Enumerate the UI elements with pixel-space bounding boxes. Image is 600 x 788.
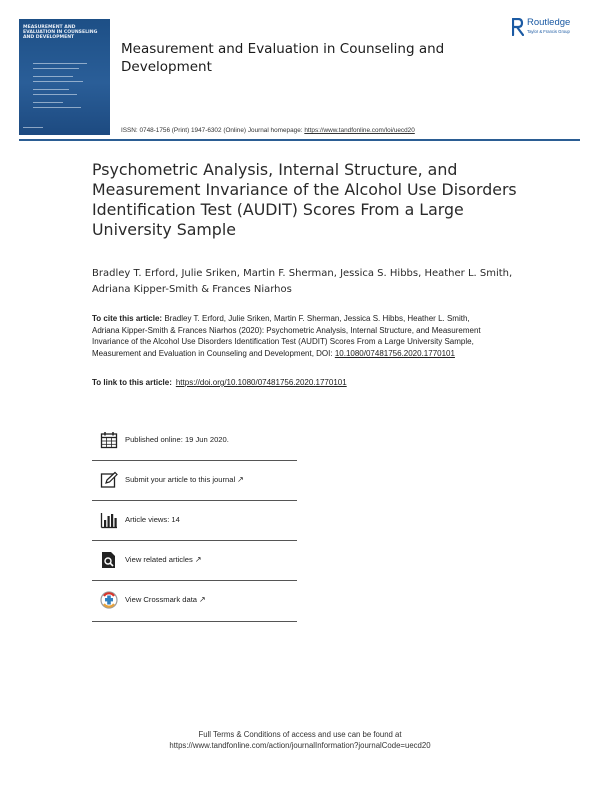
calendar-icon <box>100 431 118 449</box>
cover-journal-name: MEASUREMENT AND EVALUATION IN COUNSELING AND DEVELOPMENT <box>23 25 98 40</box>
article-doi-url[interactable]: https://doi.org/10.1080/07481756.2020.1770101 <box>175 378 347 387</box>
crossmark-label: View Crossmark data <box>125 595 198 604</box>
cover-text-line <box>33 102 63 103</box>
info-row-published <box>92 421 297 461</box>
routledge-r-icon <box>512 18 524 36</box>
info-row-views <box>92 501 297 541</box>
cover-text-line <box>33 107 81 108</box>
journal-homepage-link[interactable]: https://www.tandfonline.com/loi/uecd20 <box>304 127 415 134</box>
issn-line <box>121 127 415 134</box>
external-link-icon: ↗ <box>199 595 206 604</box>
issn-text: ISSN: 0748-1756 (Print) 1947-6302 (Online) Journal homepage: <box>121 127 303 134</box>
footer-terms-text: Full Terms & Conditions of access and use can be found at <box>198 730 402 739</box>
article-link-block <box>92 378 512 387</box>
cover-text-line <box>33 89 69 90</box>
citation-block <box>92 313 487 359</box>
article-views-text: Article views: 14 <box>125 515 180 524</box>
external-link-icon: ↗ <box>237 475 244 484</box>
article-title: Psychometric Analysis, Internal Structure, and Measurement Invariance of the Alcohol Use Disorders Identification Test (AUDIT) Scores From a Large University Sample <box>92 160 517 239</box>
citation-label: To cite this article: <box>92 314 163 323</box>
article-authors: Bradley T. Erford, Julie Sriken, Martin F. Sherman, Jessica S. Hibbs, Heather L. Smith, Adriana Kipper-Smith & Frances Niarhos <box>92 268 513 295</box>
related-articles-label: View related articles <box>125 555 193 564</box>
info-row-crossmark[interactable] <box>92 581 297 621</box>
link-label: To link to this article: <box>92 378 172 387</box>
edit-icon <box>100 471 118 489</box>
citation-doi-link[interactable]: 10.1080/07481756.2020.1770101 <box>334 348 455 358</box>
footer-terms-url[interactable]: https://www.tandfonline.com/action/journalInformation?journalCode=uecd20 <box>169 741 431 750</box>
publisher-name: Routledge <box>527 17 571 28</box>
publisher-tagline: Taylor & Francis Group <box>527 29 570 34</box>
search-document-icon <box>100 551 118 569</box>
terms-footer <box>0 729 600 751</box>
crossmark-link[interactable] <box>125 595 206 604</box>
external-link-icon: ↗ <box>194 555 202 564</box>
citation-text: Bradley T. Erford, Julie Sriken, Martin F. Sherman, Jessica S. Hibbs, Heather L. Smith, Adriana Kipper-Smith & Frances Niarhos (2020): Psychometric Analysis, Internal Structure, and Measurement Invariance of the Alcohol Use Disorders Identification Test (AUDIT) Scores From a Large University Sample, Measurement and Evaluation in Counseling and Development, DOI: <box>92 314 481 358</box>
cover-text-line <box>33 76 73 77</box>
bar-chart-icon <box>100 511 118 529</box>
journal-title[interactable]: Measurement and Evaluation in Counseling and Development <box>121 41 445 75</box>
journal-cover-thumbnail <box>19 19 110 135</box>
published-online-text: Published online: 19 Jun 2020. <box>125 435 229 444</box>
related-articles-link[interactable] <box>125 555 202 564</box>
header-divider <box>19 139 580 141</box>
cover-text-line <box>33 63 87 64</box>
submit-article-label: Submit your article to this journal <box>125 475 236 484</box>
info-row-related[interactable] <box>92 541 297 581</box>
cover-text-line <box>23 127 43 128</box>
cover-text-line <box>33 81 83 82</box>
info-row-submit[interactable] <box>92 461 297 501</box>
cover-text-line <box>33 94 77 95</box>
info-divider <box>92 621 297 622</box>
submit-article-link[interactable] <box>125 475 244 484</box>
crossmark-icon <box>100 591 118 609</box>
cover-text-line <box>33 68 79 69</box>
